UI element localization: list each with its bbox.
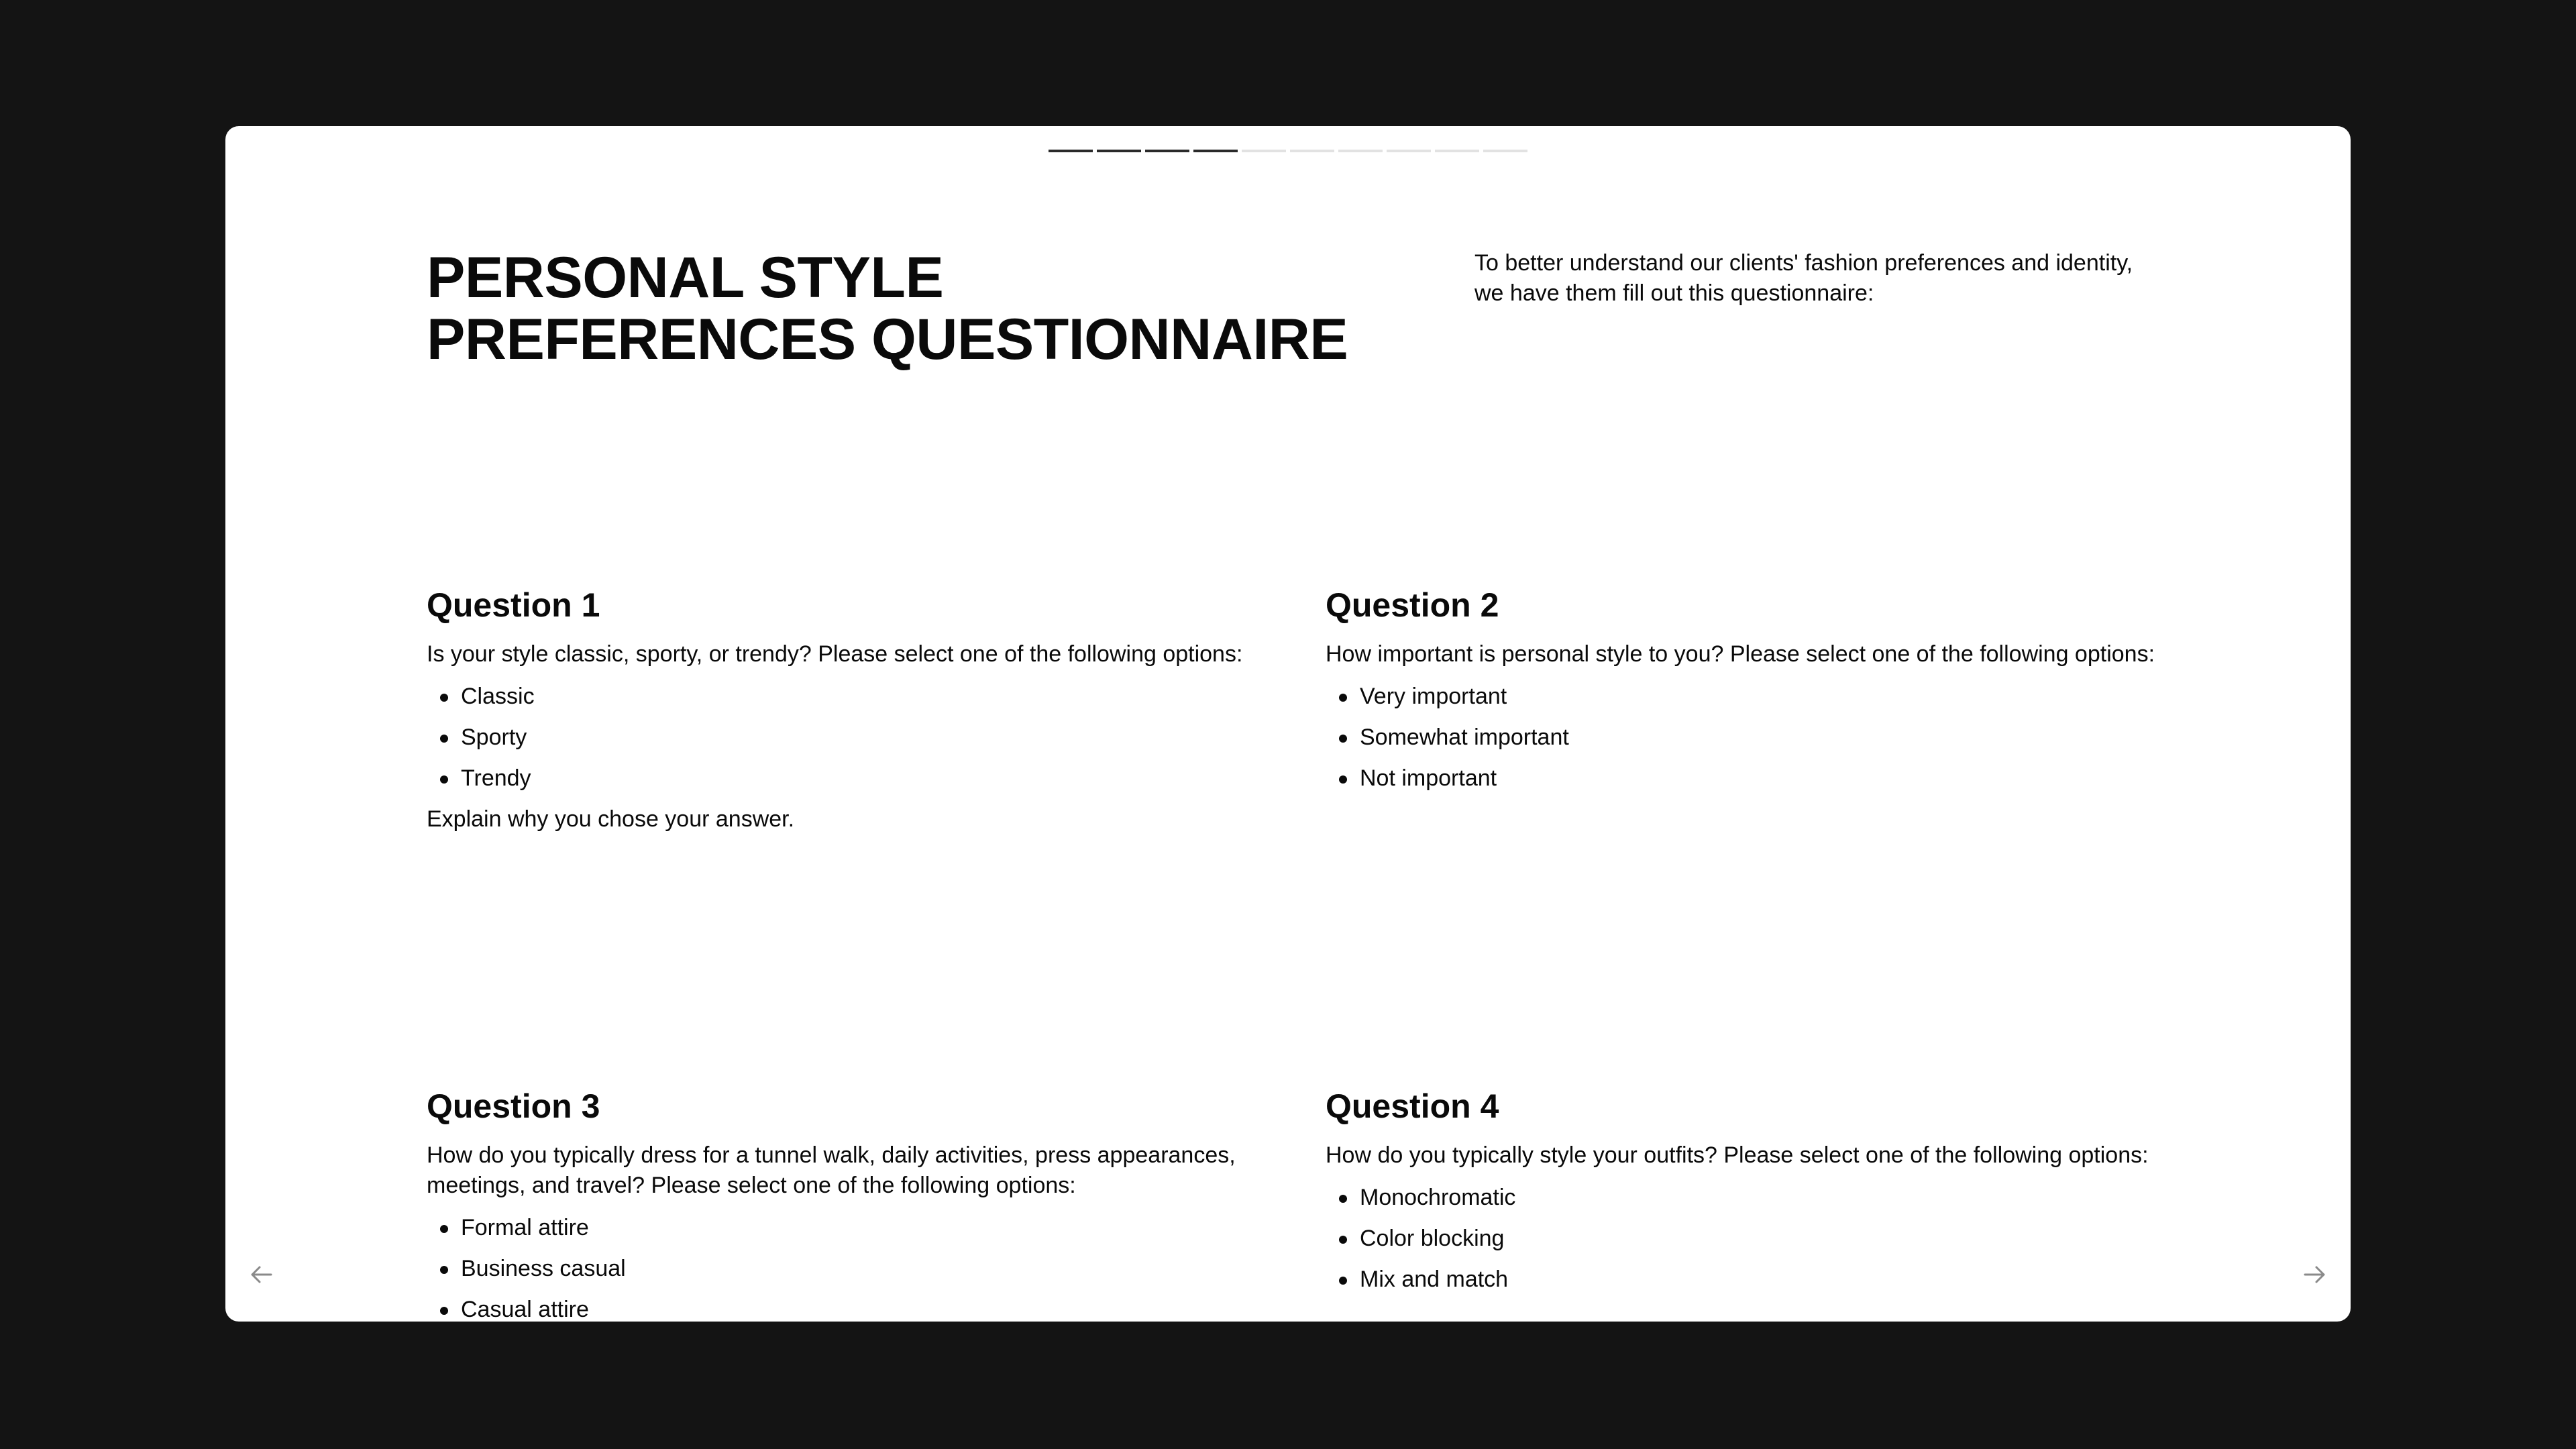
question-heading: Question 1 xyxy=(427,586,600,624)
progress-segment[interactable] xyxy=(1435,150,1479,152)
previous-slide-button[interactable] xyxy=(241,1254,282,1295)
question-followup: Explain why you chose your answer. xyxy=(427,806,795,832)
progress-segment[interactable] xyxy=(1387,150,1431,152)
question-4 xyxy=(1326,1087,2157,1305)
progress-segment[interactable] xyxy=(1242,150,1286,152)
option-item: Formal attire xyxy=(427,1208,1258,1248)
question-3 xyxy=(427,1087,1258,1322)
arrow-right-icon xyxy=(2301,1261,2328,1288)
option-item: Business casual xyxy=(427,1248,1258,1289)
question-prompt: How do you typically style your outfits? Please select one of the following options: xyxy=(1326,1142,2149,1168)
options-list xyxy=(1326,676,2157,799)
option-item: Somewhat important xyxy=(1326,717,2157,758)
progress-segment[interactable] xyxy=(1145,150,1189,152)
option-item: Color blocking xyxy=(1326,1218,2157,1259)
options-list xyxy=(427,676,1258,799)
option-item: Classic xyxy=(427,676,1258,717)
question-heading: Question 4 xyxy=(1326,1087,1499,1125)
progress-segment[interactable] xyxy=(1097,150,1141,152)
page-title-line-2: PREFERENCES QUESTIONNAIRE xyxy=(427,307,1348,372)
slide xyxy=(225,126,2351,1322)
options-list xyxy=(1326,1177,2157,1300)
question-prompt: How important is personal style to you? Please select one of the following options: xyxy=(1326,641,2155,667)
options-list xyxy=(427,1208,1258,1322)
arrow-left-icon xyxy=(248,1261,275,1288)
progress-segment[interactable] xyxy=(1193,150,1238,152)
question-2 xyxy=(1326,586,2157,804)
slide-progress-indicator xyxy=(1049,150,1527,152)
option-item: Casual attire xyxy=(427,1289,1258,1322)
question-1 xyxy=(427,586,1258,835)
progress-segment[interactable] xyxy=(1338,150,1383,152)
option-item: Sporty xyxy=(427,717,1258,758)
progress-segment[interactable] xyxy=(1483,150,1527,152)
next-slide-button[interactable] xyxy=(2294,1254,2334,1295)
option-item: Not important xyxy=(1326,758,2157,799)
intro-text: To better understand our clients' fashion preferences and identity, we have them fill out this questionnaire: xyxy=(1474,250,2133,306)
option-item: Monochromatic xyxy=(1326,1177,2157,1218)
question-heading: Question 3 xyxy=(427,1087,600,1125)
question-prompt: Is your style classic, sporty, or trendy? Please select one of the following options: xyxy=(427,641,1243,667)
page-title xyxy=(427,247,1348,370)
question-heading: Question 2 xyxy=(1326,586,1499,624)
option-item: Mix and match xyxy=(1326,1259,2157,1300)
progress-segment[interactable] xyxy=(1290,150,1334,152)
question-prompt: How do you typically dress for a tunnel walk, daily activities, press appearances, meetings, and travel? Please select one of the following options: xyxy=(427,1142,1236,1198)
page-title-line-1: PERSONAL STYLE xyxy=(427,246,944,310)
option-item: Trendy xyxy=(427,758,1258,799)
progress-segment[interactable] xyxy=(1049,150,1093,152)
option-item: Very important xyxy=(1326,676,2157,717)
